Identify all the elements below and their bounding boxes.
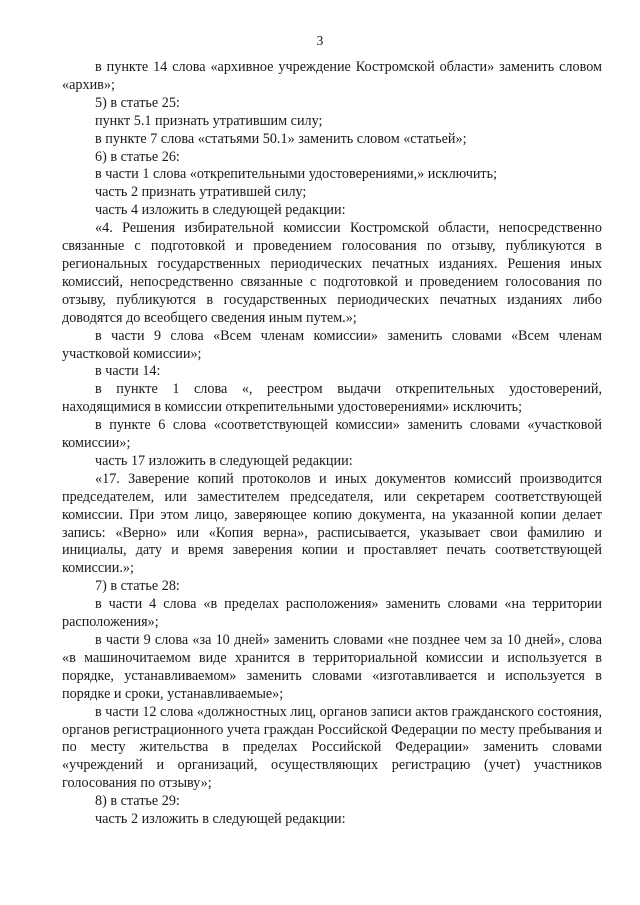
paragraph: в пункте 1 слова «, реестром выдачи открепительных удостоверений, находящимися в комиссии открепительными удостоверениями» исключить; xyxy=(62,381,602,416)
paragraph: 8) в статье 29: xyxy=(95,793,180,810)
paragraph: в пункте 14 слова «архивное учреждение Костромской области» заменить словом «архив»; xyxy=(62,59,602,93)
paragraph: в части 14: xyxy=(95,363,161,380)
paragraph: «4. Решения избирательной комиссии Костромской области, непосредственно связанные с подготовкой и проведением голосования по отзыву, публикуются в региональных государственных периодических печатных изданиях. Решения иных комиссий, непосредственно связанные с подготовкой и проведением голосования по отзыву, публикуются в государственных периодических печатных изданиях либо доводятся до всеобщего сведения иным путем.»; xyxy=(62,220,602,326)
document-body xyxy=(62,59,602,829)
paragraph: «17. Заверение копий протоколов и иных документов комиссий производится председателем, или заместителем председателя, или секретарем соответствующей комиссии. При этом лицо, заверяющее копию документа, на указанной копии делает запись: «Верно» или «Копия верна», расписывается, указывает свои фамилию и инициалы, дату и время заверения копии и проставляет печать соответствующей комиссии.»; xyxy=(62,470,602,577)
paragraph: в части 12 слова «должностных лиц, органов записи актов гражданского состояния, органов регистрационного учета граждан Российской Федерации по месту пребывания и по месту жительства в пределах Российской Федерации» заменить словами «учреждений и организаций, осуществляющих регистрацию (учет) участников голосования по отзыву»; xyxy=(62,703,603,792)
paragraph: пункт 5.1 признать утратившим силу; xyxy=(95,112,323,129)
paragraph: в части 9 слова «Всем членам комиссии» заменить словами «Всем членам участковой комиссии»; xyxy=(62,327,602,362)
paragraph: в части 9 слова «за 10 дней» заменить словами «не позднее чем за 10 дней», слова «в машиночитаемом виде хранится в территориальной комиссии и используется в порядке, устанавливаемом» заменить словами «изготавливается и используется в порядке и сроки, устанавливаемые»; xyxy=(62,632,602,702)
paragraph: в пункте 7 слова «статьями 50.1» заменить словом «статьей»; xyxy=(95,130,467,147)
paragraph: 6) в статье 26: xyxy=(95,148,180,165)
paragraph: 7) в статье 28: xyxy=(95,578,180,595)
paragraph: часть 17 изложить в следующей редакции: xyxy=(95,452,353,469)
paragraph: в части 1 слова «открепительными удостоверениями,» исключить; xyxy=(95,166,498,183)
paragraph: часть 2 признать утратившей силу; xyxy=(95,184,307,201)
paragraph: в пункте 6 слова «соответствующей комиссии» заменить словами «участковой комиссии»; xyxy=(62,417,602,452)
paragraph: часть 2 изложить в следующей редакции: xyxy=(95,811,346,828)
page-number: 3 xyxy=(316,33,324,48)
paragraph: 5) в статье 25: xyxy=(95,94,180,111)
paragraph: в части 4 слова «в пределах расположения» заменить словами «на территории расположения»; xyxy=(62,596,602,631)
paragraph: часть 4 изложить в следующей редакции: xyxy=(95,202,346,219)
